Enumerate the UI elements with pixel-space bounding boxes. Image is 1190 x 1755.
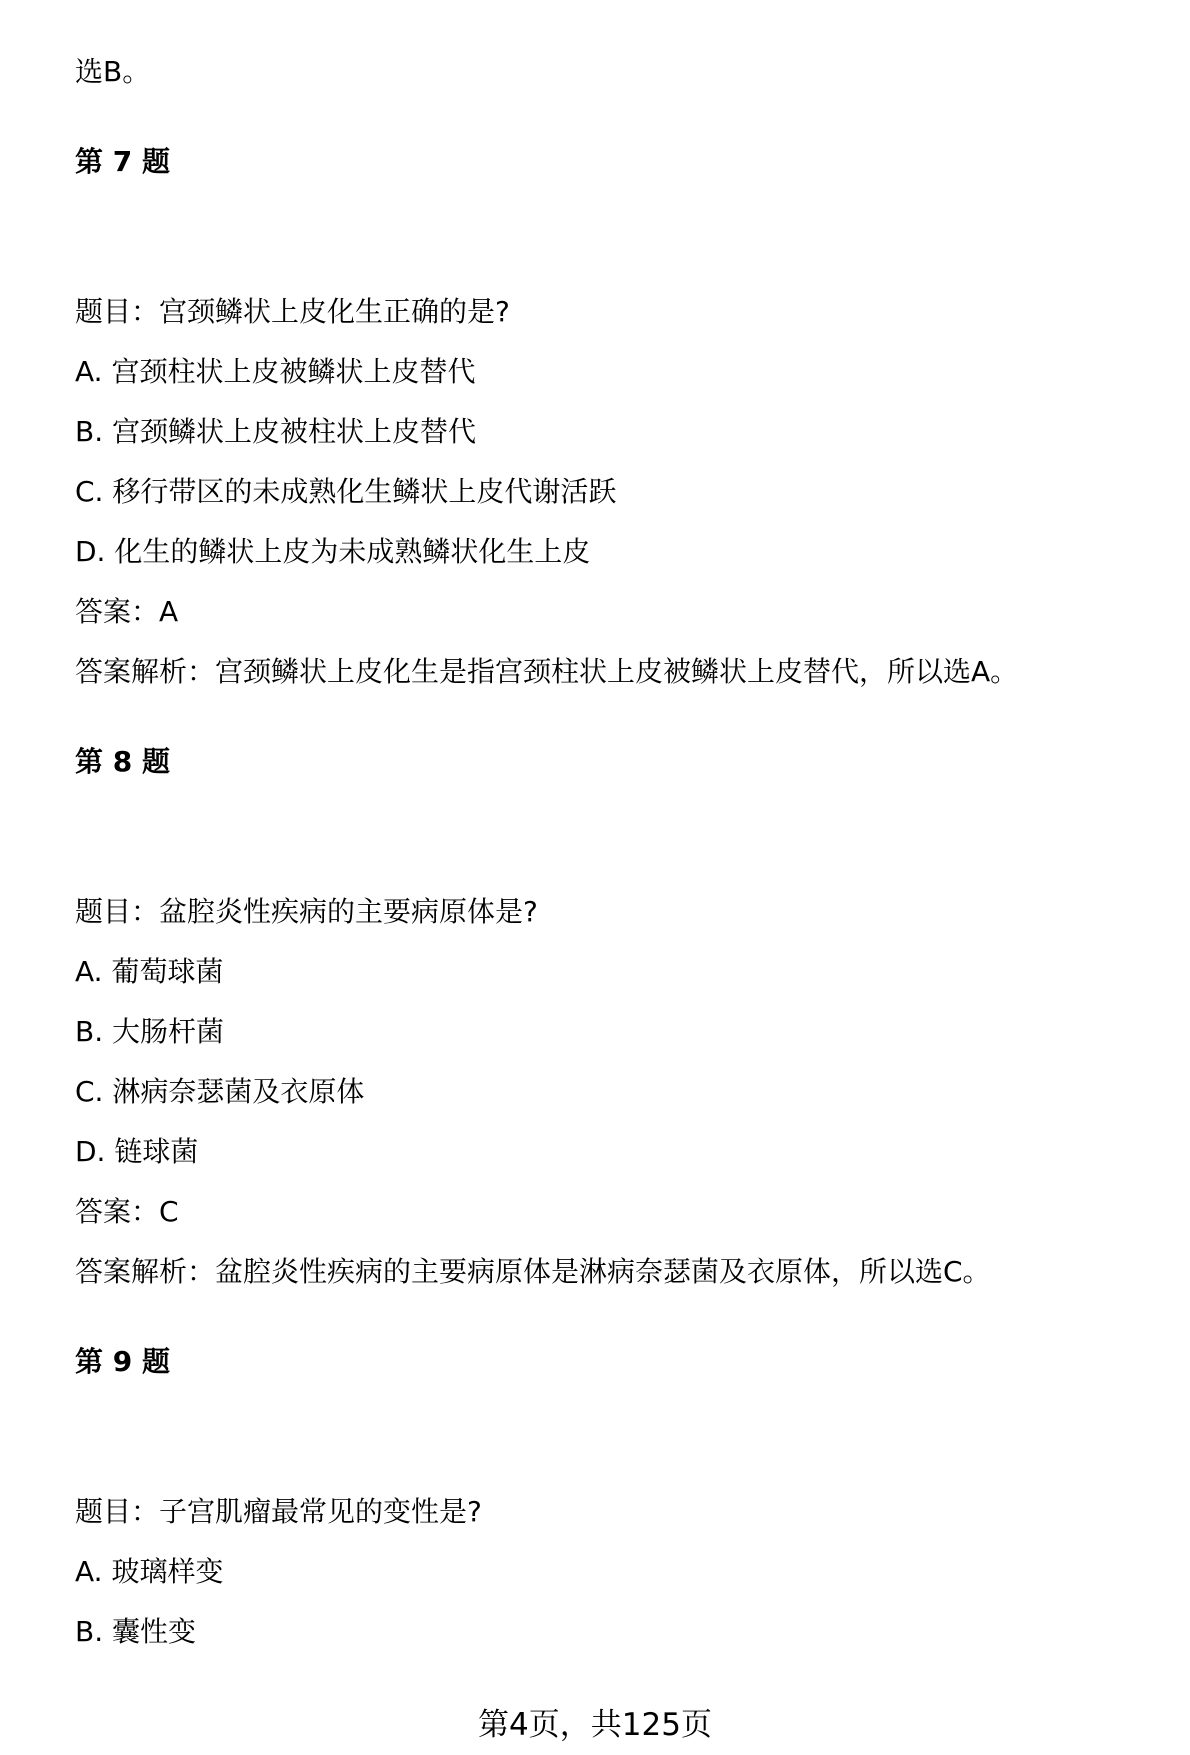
page-number-footer: 第4页，共125页 <box>478 1707 712 1743</box>
option-c: C. 淋病奈瑟菌及衣原体 <box>75 1075 365 1108</box>
answer-analysis: 答案解析：宫颈鳞状上皮化生是指宫颈柱状上皮被鳞状上皮替代，所以选A。 <box>75 655 1019 688</box>
option-d: D. 链球菌 <box>75 1135 199 1168</box>
answer: 答案：C <box>75 1195 179 1228</box>
question-heading: 第 7 题 <box>75 145 170 178</box>
option-a: A. 葡萄球菌 <box>75 955 224 988</box>
option-b: B. 囊性变 <box>75 1615 197 1648</box>
question-heading: 第 8 题 <box>75 745 170 778</box>
option-b: B. 宫颈鳞状上皮被柱状上皮替代 <box>75 415 477 448</box>
question-stem: 题目：子宫肌瘤最常见的变性是? <box>75 1495 482 1528</box>
answer: 答案：A <box>75 595 179 628</box>
option-a: A. 玻璃样变 <box>75 1555 224 1588</box>
question-stem: 题目：盆腔炎性疾病的主要病原体是? <box>75 895 538 928</box>
option-b: B. 大肠杆菌 <box>75 1015 225 1048</box>
question-heading: 第 9 题 <box>75 1345 170 1378</box>
question-stem: 题目：宫颈鳞状上皮化生正确的是? <box>75 295 510 328</box>
option-d: D. 化生的鳞状上皮为未成熟鳞状化生上皮 <box>75 535 591 568</box>
option-a: A. 宫颈柱状上皮被鳞状上皮替代 <box>75 355 476 388</box>
option-c: C. 移行带区的未成熟化生鳞状上皮代谢活跃 <box>75 475 617 508</box>
answer-analysis: 答案解析：盆腔炎性疾病的主要病原体是淋病奈瑟菌及衣原体，所以选C。 <box>75 1255 991 1288</box>
previous-answer-tail: 选B。 <box>75 55 151 88</box>
